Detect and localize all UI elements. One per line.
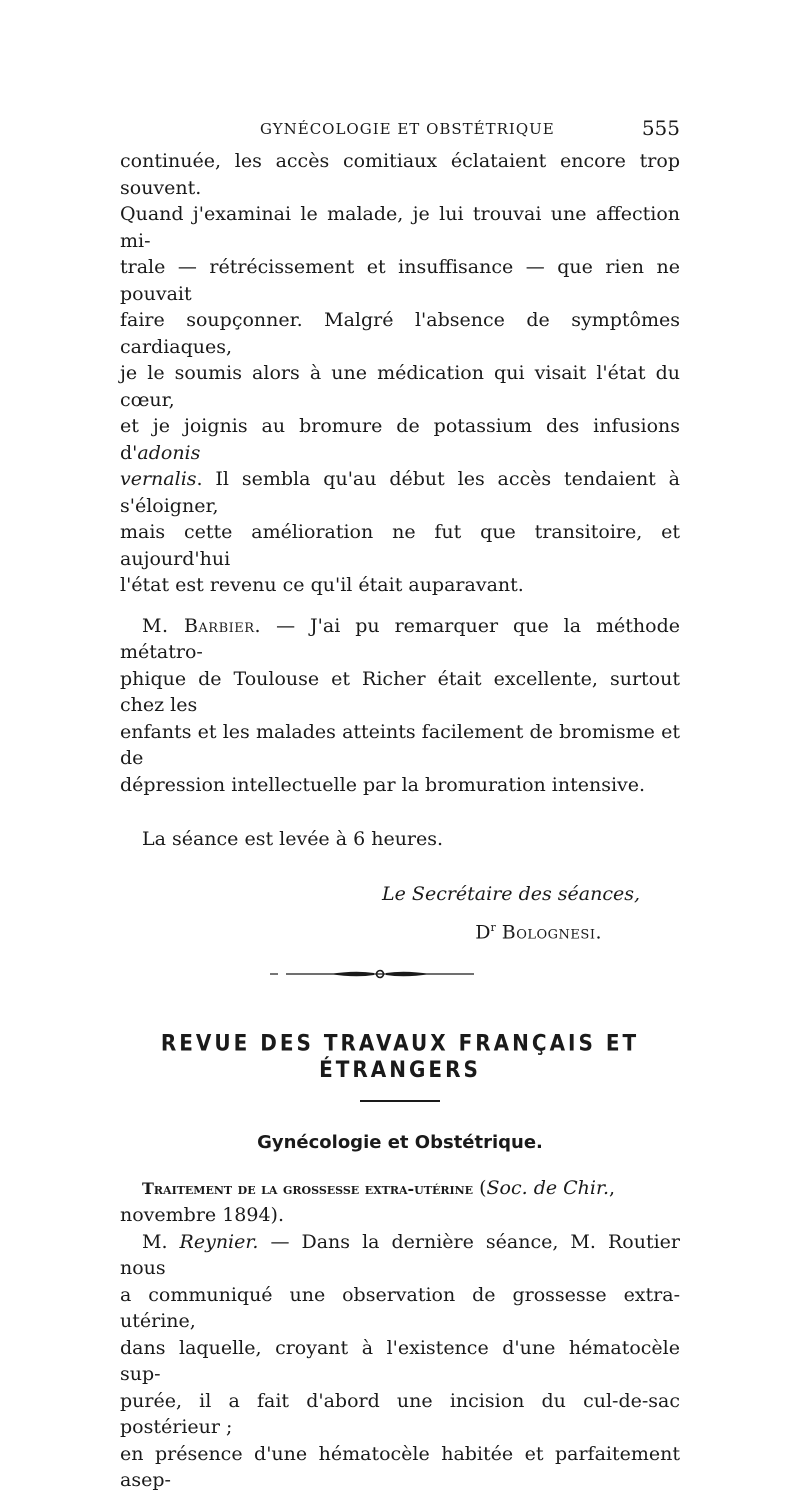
subsection-title: Gynécologie et Obstétrique. <box>257 1131 543 1153</box>
text-line <box>120 413 680 466</box>
text-line: novembre 1894). <box>120 1204 285 1227</box>
text-line: dépression intellectuelle par la bromuration intensive. <box>120 773 646 796</box>
signature-title: D <box>475 921 491 944</box>
text-line: purée, il a fait d'abord une incision du cul-de-sac postérieur ; <box>120 1389 680 1439</box>
text-line <box>120 613 680 666</box>
text-line <box>120 1175 680 1203</box>
text-line: je le soumis alors à une médication qui visait l'état du cœur, <box>120 362 680 411</box>
italic-term: vernalis <box>120 468 197 490</box>
section-rule <box>360 1100 440 1102</box>
text-run: . Il sembla qu'au début les accès tendaient à s'éloigner, <box>120 468 680 517</box>
speaker-name: M. Barbier. <box>142 614 262 637</box>
text-run: , <box>609 1176 616 1199</box>
entry-source: Soc. de Chir. <box>486 1176 610 1199</box>
entry-heading: Traitement de la grossesse extra-utérine <box>142 1178 474 1198</box>
paragraph-continuation <box>120 148 680 599</box>
text-run: et je joignis au bromure de potassium des infusions d' <box>120 415 680 464</box>
text-line: trale — rétrécissement et insuffisance — que rien ne pouvait <box>120 256 680 305</box>
page <box>120 112 680 1494</box>
ornament-icon <box>270 968 490 980</box>
page-number: 555 <box>641 116 680 140</box>
text-line: continuée, les accès comitiaux éclataient encore trop souvent. <box>120 150 680 199</box>
signature-title-sup: r <box>490 921 496 934</box>
text-run: — J'ai pu remarquer que la méthode métatro- <box>120 614 680 663</box>
review-entry <box>120 1175 680 1494</box>
signature-role: Le Secrétaire des séances, <box>382 882 640 905</box>
text-line: dans laquelle, croyant à l'existence d'une hématocèle sup- <box>120 1336 680 1386</box>
section-title: REVUE DES TRAVAUX FRANÇAIS ET ÉTRANGERS <box>160 1029 640 1083</box>
signature-surname: Bolognesi. <box>501 921 602 944</box>
text-line <box>120 466 680 519</box>
italic-term: adonis <box>137 441 201 464</box>
text-line: phique de Toulouse et Richer était excellente, surtout chez les <box>120 667 680 716</box>
text-run: ( <box>473 1176 487 1199</box>
paragraph-barbier <box>120 613 680 799</box>
signoff <box>120 826 680 946</box>
text-line: a communiqué une observation de grossesse extra-utérine, <box>120 1283 680 1333</box>
text-line: mais cette amélioration ne fut que transitoire, et aujourd'hui <box>120 521 680 570</box>
text-line <box>120 1229 680 1282</box>
text-line: l'état est revenu ce qu'il était auparavant. <box>120 574 524 596</box>
text-line: en présence d'une hématocèle habitée et parfaitement asep- <box>120 1442 680 1492</box>
running-head-title: GYNÉCOLOGIE ET OBSTÉTRIQUE <box>260 120 555 138</box>
text-run: — Dans la dernière séance, M. Routier nous <box>120 1230 680 1280</box>
closing-line: La séance est levée à 6 heures. <box>142 828 444 850</box>
speaker-name: Reynier. <box>179 1230 259 1253</box>
signature-name <box>120 915 680 946</box>
text-line: faire soupçonner. Malgré l'absence de symptômes cardiaques, <box>120 309 680 358</box>
ornament-divider <box>80 968 680 980</box>
text-run: M. <box>142 1230 180 1253</box>
text-line: enfants et les malades atteints facilement de bromisme et de <box>120 720 680 769</box>
text-line: Quand j'examinai le malade, je lui trouvai une affection mi- <box>120 203 680 252</box>
running-head <box>120 112 680 148</box>
